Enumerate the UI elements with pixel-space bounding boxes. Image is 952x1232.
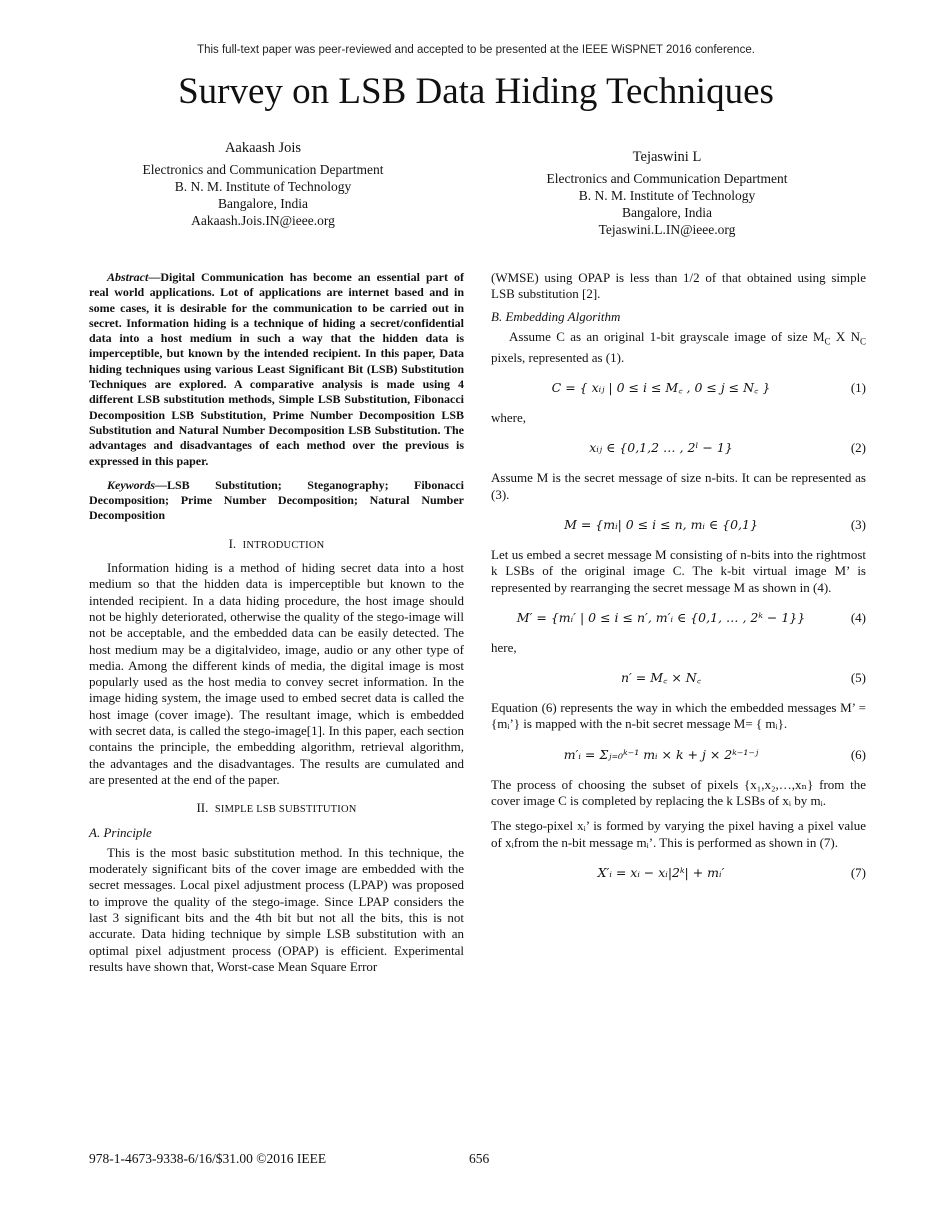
author-inst: B. N. M. Institute of Technology — [174, 179, 352, 194]
keywords-text: —LSB Substitution; Steganography; Fibonacci Decomposition; Prime Number Decomposition; Natural Number Decomposition — [89, 477, 464, 523]
equation-7 — [491, 863, 866, 883]
author-dept: Electronics and Communication Department — [142, 162, 384, 177]
section-heading-introduction — [89, 536, 464, 554]
equation-expr: M′ = {mᵢ′ | 0 ≤ i ≤ n′, m′ᵢ ∈ {0,1, … , 2ᵏ − 1}} — [516, 609, 806, 625]
keywords — [89, 478, 464, 524]
assume-c-text: pixels, represented as (1). — [491, 349, 625, 365]
keywords-lead: Keywords — [107, 477, 155, 492]
right-column — [491, 270, 866, 895]
equation-number: (5) — [850, 670, 866, 686]
left-column — [89, 270, 464, 975]
conference-banner: This full-text paper was peer-reviewed and accepted to be presented at the IEEE WiSPNET 2016 conference. — [197, 44, 755, 56]
abstract-text: —Digital Communication has become an essential part of real world applications. Lot of applications are internet based and in some cases, it is desirable for the communication to be carried out in secret. Information hiding is a technique of hiding a secret/confidential data into a host medium in such a way that the hidden data is imperceptible, but known by the intended recipient. In this paper, Data hiding techniques using various Least Significant Bit (LSB) Substitution Techniques are explored. A comparative analysis is made using 4 different LSB substitution methods, Simple LSB Substitution, Fibonacci Decomposition LSB Substitution, Prime Number Decomposition LSB Substitution and Natural Number Decomposition LSB Substitution. The advantages and disadvantages of each method over the previous is expressed in this paper. — [89, 270, 464, 468]
equation-number: (2) — [850, 440, 866, 456]
equation-expr: n′ = M꜀ × N꜀ — [620, 670, 702, 686]
author-dept: Electronics and Communication Department — [546, 171, 788, 186]
intro-paragraph: Information hiding is a method of hiding secret data into a host medium so that the hidden data is imperceptible but known to the intended recipient. In a data hiding procedure, the host image should not be highly deteriorated, otherwise the quality of the stego-image will not be acceptable, and the embedded data can be easily detected. The host medium may be a digitalvideo, image, audio or any other type of media. Among the different kinds of media, the digital image is most popularly used as the host media to convey secret information. In the image hiding system, the image used to embed secret data is called the host image (cover image). The resultant image, which is embedded with secret data, is called the stego-image[1]. In this paper, each section contains the principle, the embedding algorithm, retrieval algorithm, the advantages and the disadvantages. The results are cumulated and are presented at the end of the paper. — [89, 560, 464, 787]
assume-c-text: X N — [830, 328, 860, 344]
equation-5 — [491, 668, 866, 688]
paper-title: Survey on LSB Data Hiding Techniques — [178, 71, 774, 112]
author-block-2 — [522, 149, 812, 238]
equation-number: (4) — [850, 609, 866, 625]
abstract-lead: Abstract — [107, 270, 149, 284]
subsection-embedding-algorithm: B. Embedding Algorithm — [491, 308, 621, 324]
equation-3 — [491, 515, 866, 535]
page-number: 656 — [469, 1151, 490, 1166]
section-number: I. — [228, 535, 237, 551]
section-title: SIMPLE LSB SUBSTITUTION — [214, 804, 357, 816]
equation-2 — [491, 438, 866, 458]
equation-expr: M = {mᵢ| 0 ≤ i ≤ n, mᵢ ∈ {0,1} — [564, 516, 758, 532]
assume-m-paragraph: Assume M is the secret message of size n-bits. It can be represented as (3). — [491, 470, 866, 502]
copyright-footer: 978-1-4673-9338-6/16/$31.00 ©2016 IEEE — [89, 1151, 327, 1166]
equation-number: (6) — [850, 746, 866, 762]
here-text: here, — [491, 639, 517, 655]
equation-expr: C = { xᵢⱼ | 0 ≤ i ≤ M꜀ , 0 ≤ j ≤ N꜀ } — [551, 380, 771, 396]
abstract — [89, 270, 464, 469]
process-paragraph: The process of choosing the subset of pixels {x₁,x₂,…,xₙ} from the cover image C is completed by replacing the k LSBs of xᵢ by mᵢ. — [491, 776, 866, 809]
section-heading-simple-lsb — [89, 800, 464, 818]
section-title: INTRODUCTION — [242, 539, 325, 551]
continued-paragraph: (WMSE) using OPAP is less than 1/2 of that obtained using simple LSB substitution [2]. — [491, 270, 866, 302]
author-name: Aakaash Jois — [224, 140, 302, 156]
author-inst: B. N. M. Institute of Technology — [578, 188, 756, 203]
subscript: C — [824, 336, 831, 347]
equation-number: (7) — [850, 864, 866, 880]
subsection-principle: A. Principle — [89, 824, 152, 840]
assume-c-text: Assume C as an original 1-bit grayscale image of size M — [509, 328, 825, 344]
equation-expr: m′ᵢ = Σⱼ₌₀ᵏ⁻¹ mᵢ × k + j × 2ᵏ⁻¹⁻ʲ — [563, 746, 759, 762]
author-block-1 — [120, 140, 406, 229]
section-number: II. — [196, 800, 209, 816]
equation-expr: xᵢⱼ ∈ {0,1,2 … , 2ˡ − 1} — [589, 440, 733, 456]
equation-6 — [491, 745, 866, 765]
equation-number: (1) — [850, 380, 866, 396]
principle-paragraph: This is the most basic substitution method. In this technique, the moderately significant bits of the cover image are embedded with the secret messages. Local pixel adjustment process (LPAP) was proposed to improve the quality of the stego-image. Since LPAP considers the last 3 significant bits and the 4th bit but not all the bits, this is not accurate. Data hiding technique by simple LSB substitution with an optimal pixel adjustment process (OPAP) is efficient. Experimental results have shown that, Worst-case Mean Square Error — [89, 844, 464, 974]
author-city: Bangalore, India — [622, 205, 712, 220]
equation-number: (3) — [850, 516, 866, 532]
equation-4 — [491, 608, 866, 628]
author-email: Tejaswini.L.IN@ieee.org — [598, 222, 736, 237]
stego-paragraph: The stego-pixel xᵢ’ is formed by varying the pixel having a pixel value of xᵢfrom the n-bit message mᵢ’. This is performed as shown in (7). — [491, 818, 866, 850]
equation-1 — [491, 378, 866, 398]
eq6-paragraph: Equation (6) represents the way in which the embedded messages M’ = {mᵢ’} is mapped with the n-bit secret message M= { mᵢ}. — [491, 700, 866, 732]
assume-c-paragraph — [491, 329, 866, 366]
author-name: Tejaswini L — [632, 149, 702, 165]
subscript: C — [859, 336, 866, 347]
author-email: Aakaash.Jois.IN@ieee.org — [191, 213, 335, 228]
author-city: Bangalore, India — [218, 196, 308, 211]
let-embed-paragraph: Let us embed a secret message M consisting of n-bits into the rightmost k LSBs of the original image C. The k-bit virtual image M’ is represented by rearranging the secret message M as shown in (4). — [491, 546, 866, 595]
where-text: where, — [491, 410, 527, 426]
equation-expr: X′ᵢ = xᵢ − xᵢ|2ᵏ| + mᵢ′ — [597, 864, 725, 880]
